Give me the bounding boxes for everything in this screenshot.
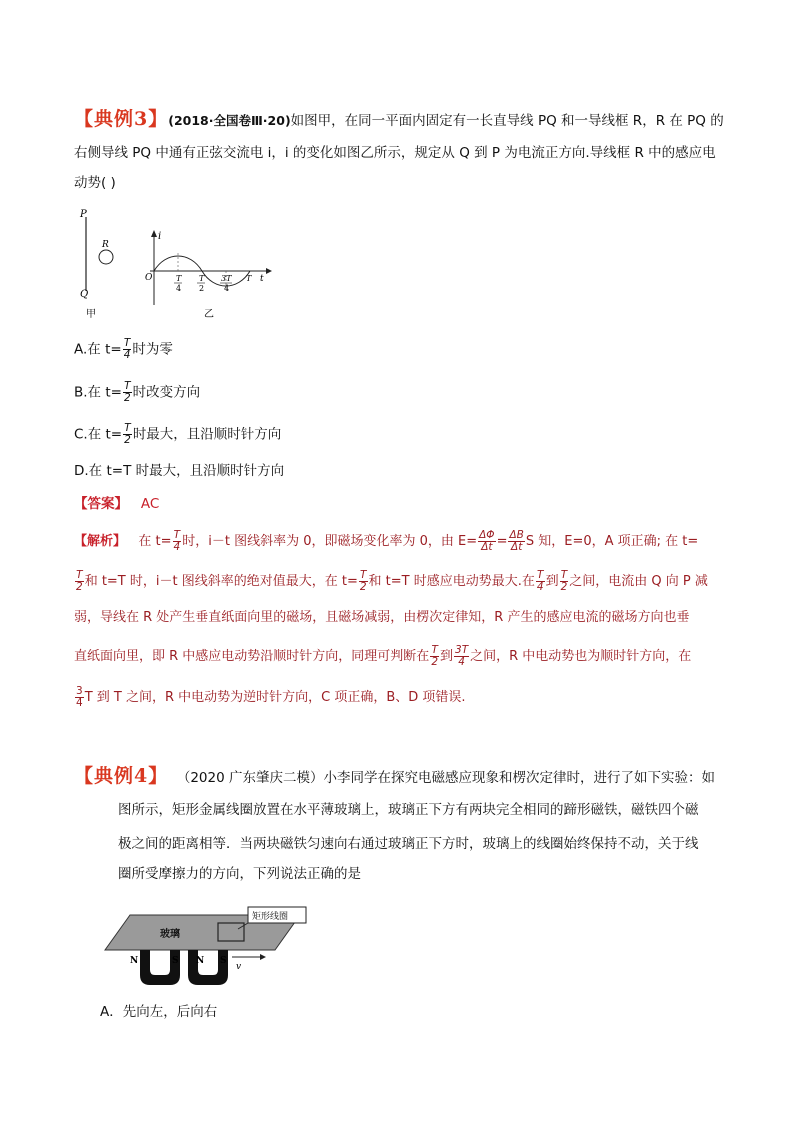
ex3-analysis-line-1: 【解析】 在 t= $\frac{T}{4}$ 时，i－t 图线斜率为 0，即磁场变化率为 0，由 E= $\frac{\Delta\Phi}{\Delta t}$ = $\frac{\Delta B}{\Delta t}$ S 知，E=0，A 项正确; 在 t=	[74, 529, 699, 553]
answer-label: 【答案】	[74, 496, 128, 512]
ex3-option-D: D.在 t=T 时最大，且沿顺时针方向	[74, 463, 285, 479]
ex4-figure	[100, 905, 310, 995]
ex4-stem-line-4: 圈所受摩擦力的方向，下列说法正确的是	[118, 866, 361, 882]
pole-S2: S	[220, 956, 227, 966]
ex3-option-B: B.在 t= $\frac{T}{2}$ 时改变方向	[74, 380, 201, 404]
ex4-stem-line-1: （2020 广东肇庆二模）小李同学在探究电磁感应现象和楞次定律时，进行了如下实验：如	[176, 770, 715, 786]
fig-jia-P: P	[80, 209, 87, 220]
option-B-frac: $\frac{T}{2}$	[123, 380, 131, 404]
ex3-figure	[74, 205, 284, 320]
ex3-analysis-line-3: 弱，导线在 R 处产生垂直纸面向里的磁场，且磁场减弱，由楞次定律知，R 产生的感应电流的磁场方向也垂	[74, 610, 690, 625]
ex4-option-A: A．先向左，后向右	[100, 1004, 218, 1020]
ex3-first-line	[74, 109, 724, 131]
pole-N2: N	[196, 956, 205, 966]
ex3-tag: 【典例3】	[74, 108, 169, 130]
tick-T: T	[246, 274, 252, 283]
label-t: t	[260, 274, 264, 284]
svg-text:2: 2	[199, 284, 205, 293]
fig-jia-R: R	[102, 240, 109, 250]
axis-i-arrow	[151, 230, 157, 237]
pole-S1: S	[172, 956, 179, 966]
ex4-stem-line-2: 图所示，矩形金属线圈放置在水平薄玻璃上，玻璃正下方有两块完全相同的蹄形磁铁，磁铁四个磁	[118, 802, 699, 818]
ex3-source: (2018·全国卷Ⅲ·20)	[168, 113, 291, 128]
ex3-stem-line-2: 右侧导线 PQ 中通有正弦交流电 i，i 的变化如图乙所示，规定从 Q 到 P 为电流正方向.导线框 R 中的感应电	[74, 145, 716, 161]
ex3-analysis-line-5: $\frac{3}{4}$ T 到 T 之间，R 中电动势为逆时针方向，C 项正确，B、D 项错误.	[76, 685, 466, 709]
tick-T4: T	[176, 274, 182, 283]
ex3-analysis-line-2: $\frac{T}{2}$ 和 t=T 时，i－t 图线斜率的绝对值最大，在 t= $\frac{T}{2}$ 和 t=T 时感应电动势最大.在 $\frac{T}{4}$ 到 $\frac{T}{2}$ 之间，电流由 Q 向 P 减	[76, 569, 708, 593]
coil-label: 矩形线圈	[252, 912, 289, 922]
velocity-label: v	[236, 962, 242, 972]
ex3-stem-line-3: 动势( )	[74, 175, 116, 191]
ex3-analysis-line-4: 直纸面向里，即 R 中感应电动势沿顺时针方向，同理可判断在 $\frac{T}{2}$ 到 $\frac{3T}{4}$ 之间，R 中电动势也为顺时针方向，在	[74, 644, 692, 668]
answer-value: AC	[140, 496, 160, 512]
ex3-option-A: A.在 t= $\frac{T}{4}$ 时为零	[74, 337, 173, 361]
fig-jia-caption: 甲	[86, 309, 96, 320]
pole-N1: N	[130, 956, 139, 966]
tick-T2: T	[199, 274, 205, 283]
fig-jia-Q: Q	[80, 289, 89, 300]
glass-label: 玻璃	[160, 929, 180, 940]
label-i: i	[158, 231, 162, 242]
fig-jia	[79, 209, 113, 320]
label-O: O	[145, 273, 153, 283]
svg-text:4: 4	[176, 284, 182, 293]
analysis-label: 【解析】	[74, 534, 127, 549]
loop-R	[99, 250, 113, 264]
ex4-tag: 【典例4】	[74, 765, 169, 787]
ex4-first-line	[74, 766, 715, 788]
tick-3T4: 3T	[221, 274, 232, 283]
ex3-answer	[74, 494, 159, 514]
svg-text:4: 4	[224, 284, 230, 293]
option-A-frac: $\frac{T}{4}$	[123, 337, 131, 361]
option-C-frac: $\frac{T}{2}$	[124, 422, 131, 446]
ex4-stem-line-3: 极之间的距离相等．当两块磁铁匀速向右通过玻璃正下方时，玻璃上的线圈始终保持不动，关于线	[118, 836, 699, 852]
axis-t-arrow	[266, 268, 272, 274]
fig-yi	[145, 230, 272, 320]
ex3-stem-line-1: 如图甲，在同一平面内固定有一长直导线 PQ 和一导线框 R，R 在 PQ 的	[290, 113, 724, 129]
fig-yi-caption: 乙	[204, 309, 214, 320]
ex3-option-C: C.在 t= $\frac{T}{2}$ 时最大，且沿顺时针方向	[74, 422, 282, 446]
